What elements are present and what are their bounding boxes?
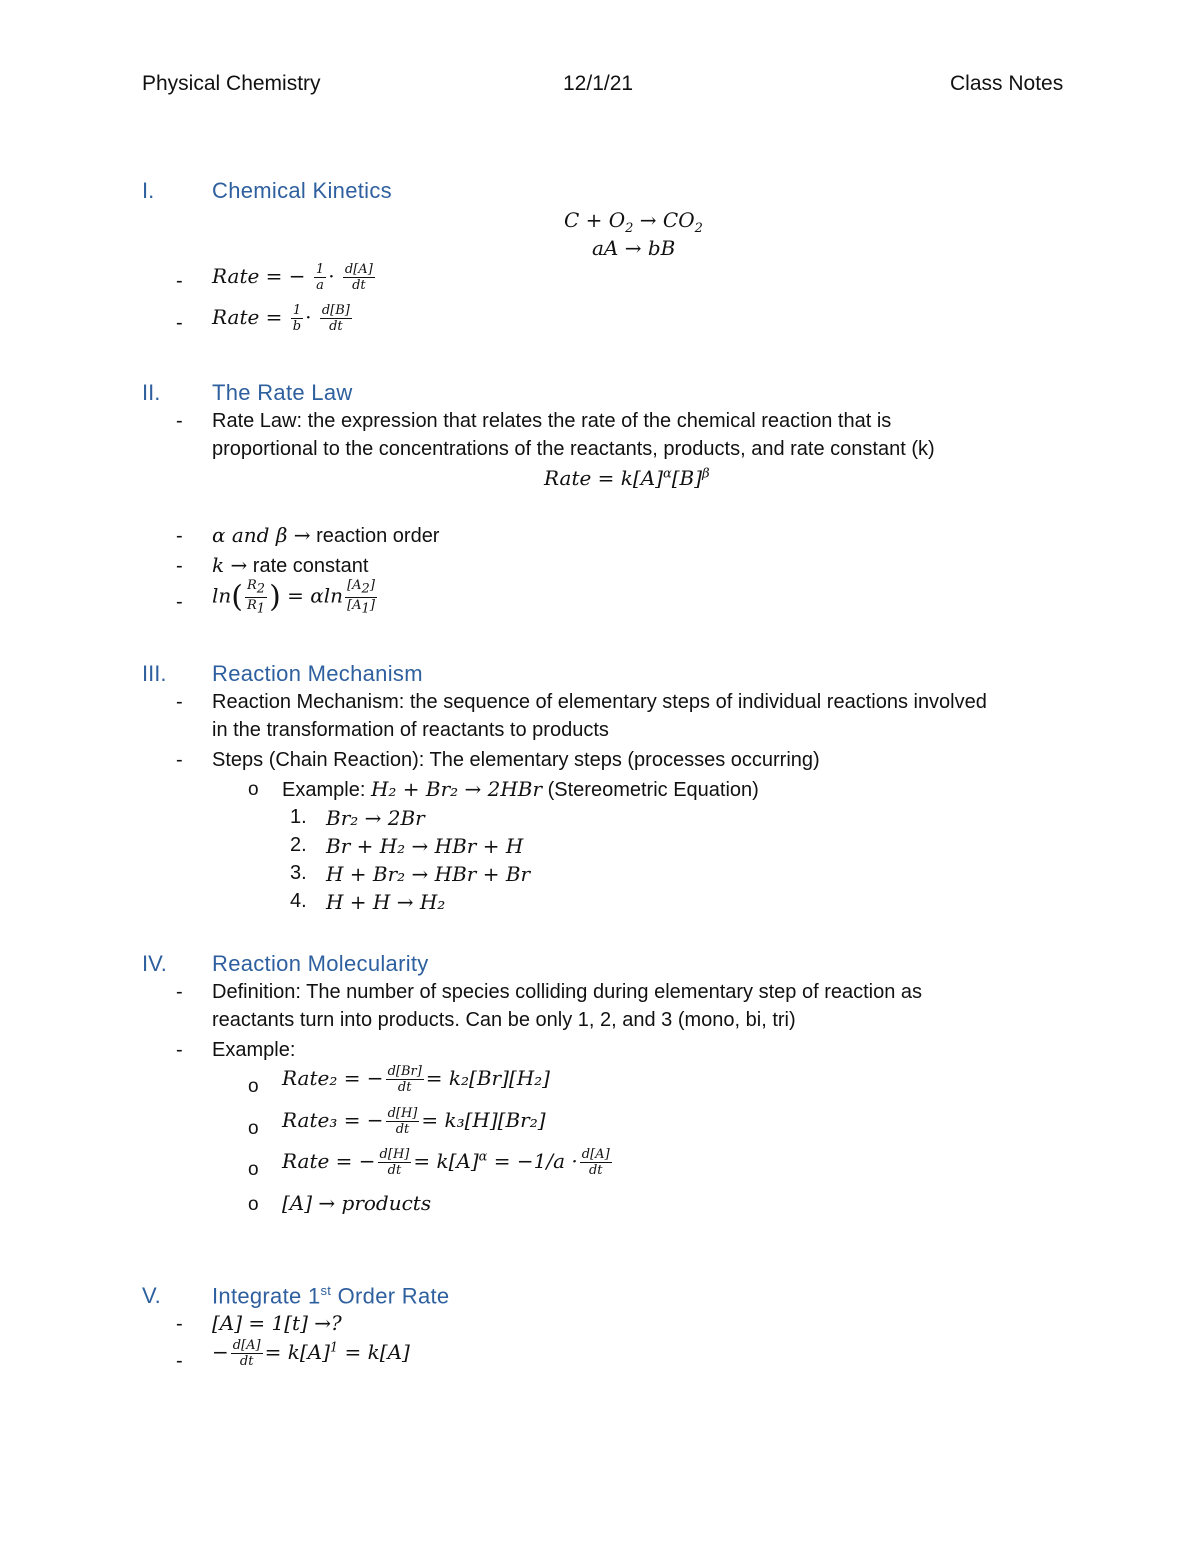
example-label: Example: <box>212 1039 296 1061</box>
rate-constant-item: k → rate constant <box>212 553 369 577</box>
rate-law-definition-line2: proportional to the concentrations of the reactants, products, and rate constant (k) <box>212 438 935 460</box>
first-order-equation: − $\frac{d[A]}{dt}$ = $k[A]^1 = k[A]$ <box>212 1338 410 1369</box>
step-equation: H + H → H₂ <box>326 890 446 914</box>
step-equation: Br₂ → 2Br <box>326 806 425 830</box>
header-date: 12/1/21 <box>563 72 634 95</box>
log-ratio-equation: ln( $\frac{R_2}{R_1}$ ) = αln $\frac{[A_2]}{[A_1]}$ <box>212 578 375 617</box>
rate-reactant-equation: Rate = − $\frac{1}{a}$ · $\frac{d[A]}{dt}$ <box>212 262 373 293</box>
bullet-circle: o <box>248 1159 259 1180</box>
steps-chain-reaction: Steps (Chain Reaction): The elementary steps (processes occurring) <box>212 749 820 771</box>
section-1-number: I. <box>142 178 155 203</box>
section-3-number: III. <box>142 661 167 686</box>
bullet-dash: - <box>176 270 183 292</box>
combustion-equation: $C + O_2 \to CO_2$ <box>564 208 703 236</box>
step-number: 2. <box>290 834 307 856</box>
bullet-dash: - <box>176 410 183 432</box>
bullet-dash: - <box>176 312 183 334</box>
rate-general-equation: Rate = − $\frac{d[H]}{dt}$ = $k[A]^\alpha = -1/a$ · $\frac{d[A]}{dt}$ <box>282 1147 610 1178</box>
step-number: 3. <box>290 862 307 884</box>
molecularity-definition-line1: Definition: The number of species colliding during elementary step of reaction as <box>212 981 923 1003</box>
rate-product-equation: Rate = $\frac{1}{b}$ · $\frac{d[B]}{dt}$ <box>212 303 350 334</box>
header-type: Class Notes <box>950 72 1064 95</box>
products-equation: [A] → products <box>282 1191 432 1215</box>
bullet-circle: o <box>248 1118 259 1139</box>
section-5-number: V. <box>142 1283 161 1308</box>
reaction-order-item: α and β → reaction order <box>212 523 440 547</box>
rate2-equation: Rate₂ = − $\frac{d[Br]}{dt}$ = k₂[Br][H₂] <box>282 1064 550 1095</box>
section-5-title: Integrate 1st Order Rate <box>212 1283 450 1309</box>
section-1-title: Chemical Kinetics <box>212 178 392 203</box>
section-4-title: Reaction Molecularity <box>212 951 429 976</box>
bullet-dash: - <box>176 1313 183 1335</box>
bullet-dash: - <box>176 981 183 1003</box>
mechanism-example: Example: H₂ + Br₂ → 2HBr (Stereometric Equation) <box>282 777 759 801</box>
section-3-title: Reaction Mechanism <box>212 661 423 686</box>
bullet-dash: - <box>176 525 183 547</box>
step-equation: Br + H₂ → HBr + H <box>326 834 524 858</box>
rate3-equation: Rate₃ = − $\frac{d[H]}{dt}$ = k₃[H][Br₂] <box>282 1106 546 1137</box>
step-equation: H + Br₂ → HBr + Br <box>326 862 531 886</box>
molecularity-definition-line2: reactants turn into products. Can be only 1, 2, and 3 (mono, bi, tri) <box>212 1009 796 1031</box>
section-4-number: IV. <box>142 951 167 976</box>
rate-law-equation: Rate = $k[A]^\alpha[B]^\beta$ <box>544 466 710 490</box>
bullet-circle: o <box>248 1076 259 1097</box>
bullet-dash: - <box>176 749 183 771</box>
bullet-dash: - <box>176 555 183 577</box>
mechanism-definition-line1: Reaction Mechanism: the sequence of elementary steps of individual reactions involved <box>212 691 987 713</box>
bullet-dash: - <box>176 1350 183 1372</box>
section-2-number: II. <box>142 380 161 405</box>
general-reaction: aA → bB <box>592 236 676 260</box>
mechanism-definition-line2: in the transformation of reactants to products <box>212 719 609 741</box>
header-course: Physical Chemistry <box>142 72 321 95</box>
bullet-dash: - <box>176 1039 183 1061</box>
bullet-circle: o <box>248 779 259 800</box>
bullet-circle: o <box>248 1194 259 1215</box>
step-number: 4. <box>290 890 307 912</box>
integrate-line1: [A] = 1[t] →? <box>212 1311 342 1335</box>
section-2-title: The Rate Law <box>212 380 353 405</box>
step-number: 1. <box>290 806 307 828</box>
bullet-dash: - <box>176 591 183 613</box>
rate-law-definition-line1: Rate Law: the expression that relates the rate of the chemical reaction that is <box>212 410 892 432</box>
bullet-dash: - <box>176 691 183 713</box>
